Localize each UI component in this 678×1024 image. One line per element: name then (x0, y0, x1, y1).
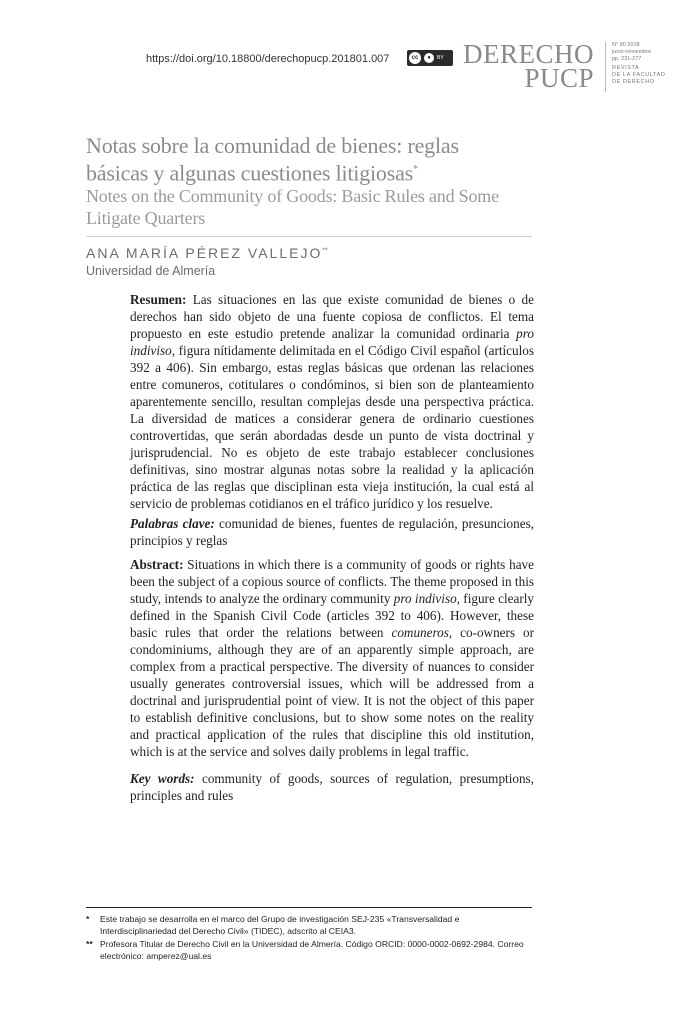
abstract-italic-term-2: comuneros (391, 625, 449, 640)
publisher-line1: REVISTA (612, 65, 640, 71)
abstract-paragraph (130, 556, 534, 760)
issue-dates: junio-noviembre (612, 49, 652, 55)
journal-logo-line2: PUCP (524, 63, 594, 93)
resumen-paragraph (130, 291, 534, 512)
palabras-clave-paragraph (130, 515, 534, 549)
resumen-label: Resumen: (130, 292, 187, 307)
title-es-text: Notas sobre la comunidad de bienes: reglas básicas y algunas cuestiones litigiosas (86, 133, 459, 186)
footnote-1-text: Este trabajo se desarrolla en el marco del Grupo de investigación SEJ-235 «Transversalidad e Interdisciplinariedad del Derecho Civil» (TIDEC), adscrito al CEIA3. (100, 914, 460, 936)
abstract-text-2: , figure clearly defined in the Spanish Civil Code (articles 392 to 406). However, these basic rules that order the relations between (130, 591, 534, 640)
issue-meta (612, 42, 665, 86)
resumen-text-2: , figura nítidamente delimitada en el Código Civil español (artículos 392 a 406). Sin embargo, estas reglas básicas que ordenan las relaciones entre comuneros, cotitulares o condóminos, si bien son de planteamiento aparentemente sencillo, resultan complejas desde una perspectiva práctica. La diversidad de matices a considerar genera de ordinario cuestiones controvertidas, que serán abordadas desde un punto de vista doctrinal y jurisprudencial. No es objeto de este trabajo establecer conclusiones definitivas, sino mostrar algunas notas sobre la realidad y la aplicación práctica de las reglas que disciplinan esta vieja institución, la cual está al servicio de problemas cotidianos en el tráfico jurídico y los resuelve. (130, 343, 534, 511)
abstract-text-1: Situations in which there is a community of goods or rights have been the subject of a copious source of conflicts. The theme proposed in this study, intends to analyze the ordinary community (130, 557, 534, 606)
author-name-text: ANA MARÍA PÉREZ VALLEJO (86, 245, 323, 261)
footnote-2-mark: ** (86, 939, 93, 949)
journal-logo (462, 39, 594, 93)
footnote-1 (86, 913, 536, 937)
footnote-1-mark: * (86, 914, 90, 924)
palabras-clave-text: comunidad de bienes, fuentes de regulación, presunciones, principios y reglas (130, 516, 534, 548)
author-name (86, 245, 328, 261)
publisher-line3: DE DERECHO (612, 79, 655, 85)
page-header (0, 40, 678, 100)
resumen-text-1: Las situaciones en las que existe comunidad de bienes o de derechos han sido objeto de una fuente copiosa de conflictos. El tema propuesto en este estudio pretende analizar la comunidad ordinaria (130, 292, 534, 341)
cc-by-label: BY (437, 55, 444, 61)
article-title-spanish (86, 134, 526, 185)
title-footnote-mark[interactable]: * (413, 164, 418, 175)
footnote-divider (86, 907, 532, 908)
footnote-2 (86, 938, 536, 962)
cc-license-badge[interactable] (407, 50, 453, 66)
footnotes (86, 913, 536, 963)
author-footnote-mark[interactable]: ** (322, 247, 328, 255)
footnote-2-text: Profesora Titular de Derecho Civil en la Universidad de Almería. Código ORCID: 0000-0002-0692-2984. Correo electrónico: amperez@ual.es (100, 939, 524, 961)
issue-pages: pp. 231-277 (612, 56, 642, 62)
attribution-icon: ● (424, 53, 434, 63)
keywords-text: community of goods, sources of regulation, presumptions, principles and rules (130, 771, 534, 803)
doi-link[interactable]: https://doi.org/10.18800/derechopucp.201801.007 (146, 53, 390, 65)
author-affiliation: Universidad de Almería (86, 264, 216, 278)
abstract-text-3: , co-owners or condominiums, although they are of an apparently simple approach, are complex from a practical perspective. The diversity of nuances to consider usually generates controversial issues, which will be addressed from a doctrinal and jurisprudential point of view. It is not the object of this paper to establish definitive conclusions, but to show some notes on the reality and practical application of the rules that discipline this old institution, which is at the service and solves daily problems in legal traffic. (130, 625, 534, 759)
abstract-italic-term-1: pro indiviso (393, 591, 457, 606)
keywords-paragraph (130, 770, 534, 804)
publisher-line2: DE LA FACULTAD (612, 72, 666, 78)
article-title-english: Notes on the Community of Goods: Basic Rules and Some Litigate Quarters (86, 186, 499, 228)
creative-commons-icon: cc (409, 52, 421, 64)
palabras-clave-label: Palabras clave: (130, 516, 215, 531)
journal-logo-line1: DERECHO (463, 39, 594, 69)
resumen-italic-term: pro indiviso (130, 326, 534, 358)
header-divider (605, 42, 606, 92)
title-divider (86, 236, 532, 237)
abstract-label: Abstract: (130, 557, 184, 572)
keywords-label: Key words: (130, 771, 195, 786)
issue-number: N° 80 2018 (612, 42, 640, 48)
